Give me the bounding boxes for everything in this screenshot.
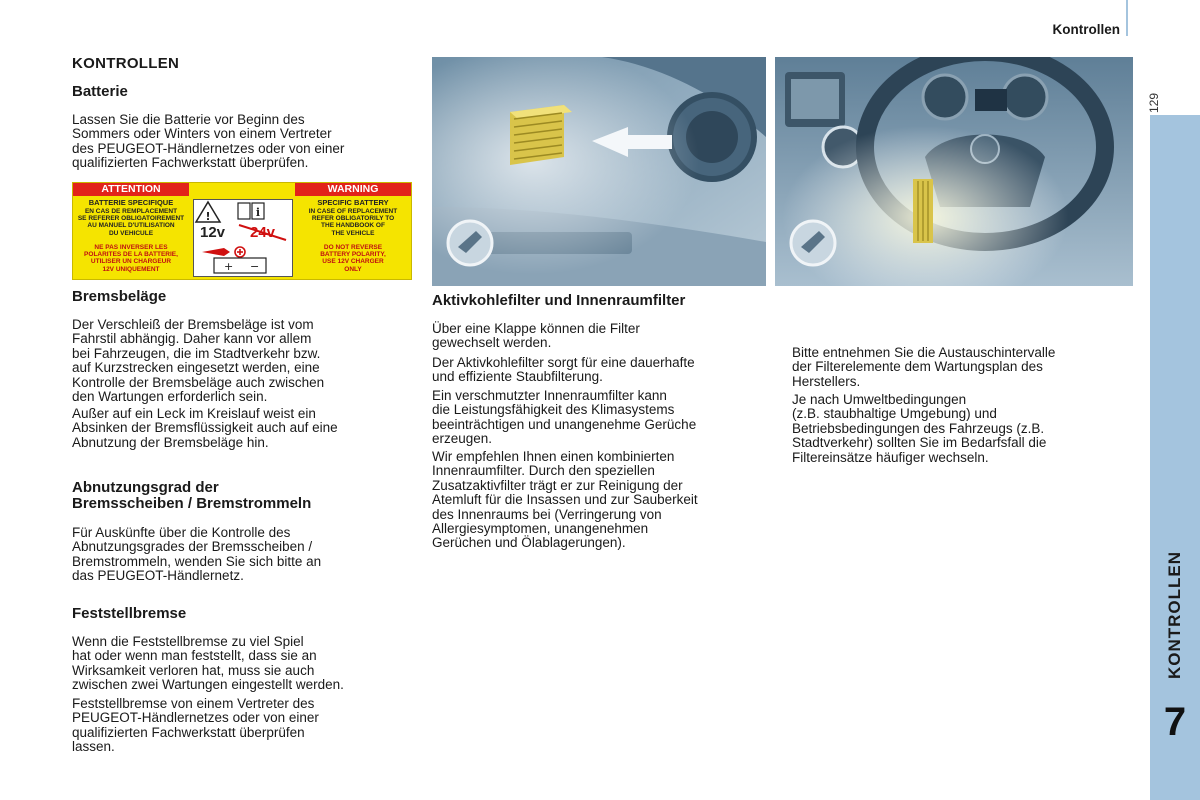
header-rule	[1126, 0, 1128, 36]
label-warning: WARNING	[295, 183, 411, 196]
label-fr-warning: NE PAS INVERSER LES POLARITES DE LA BATTERIE, UTILISER UN CHARGEUR 12V UNIQUEMENT	[84, 244, 178, 273]
abnutzung-heading-line-2: Bremsscheiben / Bremstrommeln	[72, 495, 312, 512]
feststellbremse-text-1: Wenn die Feststellbremse zu viel Spiel hat oder wenn man feststellt, dass sie an Wirksamkeit verloren hat, muss sie auch zwischen zwei Wartungen eingestellt werden.	[72, 634, 344, 693]
bremsbelaege-text-2: Außer auf ein Leck im Kreislauf weist ein Absinken der Bremsflüssigkeit auch auf eine Abnutzung der Bremsbeläge hin.	[72, 406, 338, 450]
filter-text-3: Ein verschmutzter Innenraumfilter kann die Leistungsfähigkeit des Klimasystems beeinträchtigen und unangenehme Gerüche erzeugen.	[432, 388, 697, 447]
label-en-text: IN CASE OF REPLACEMENT REFER OBLIGATORILY TO THE HANDBOOK OF THE VEHICLE	[308, 208, 398, 237]
chapter-side-tab	[1150, 115, 1200, 800]
label-en-warning: DO NOT REVERSE BATTERY POLARITY, USE 12V CHARGER ONLY	[320, 244, 386, 273]
abnutzung-heading-line-1: Abnutzungsgrad der	[72, 479, 219, 496]
feststellbremse-text-2: Feststellbremse von einem Vertreter des PEUGEOT-Händlernetzes oder von einer qualifizierten Fachwerkstatt überprüfen lassen.	[72, 696, 319, 755]
cabin-filter-icon	[510, 105, 572, 165]
svg-text:!: !	[205, 210, 211, 223]
battery-warning-label	[72, 182, 412, 280]
bremsbelaege-heading: Bremsbeläge	[72, 288, 167, 305]
filter-text-1: Über eine Klappe können die Filter gewechselt werden.	[432, 321, 640, 351]
cabin-filter-icon-2	[913, 179, 933, 243]
label-battery-diagram	[193, 199, 293, 277]
filter-location-photo-steering	[775, 57, 1133, 286]
label-fr-text: EN CAS DE REMPLACEMENT SE REFERER OBLIGATOIREMENT AU MANUEL D'UTILISATION DU VEHICULE	[77, 208, 185, 237]
label-attention: ATTENTION	[73, 183, 189, 196]
abnutzung-heading	[72, 480, 417, 512]
bremsbelaege-text-1: Der Verschleiß der Bremsbeläge ist vom Fahrstil abhängig. Daher kann vor allem bei Fahrzeugen, die im Stadtverkehr bzw. auf Kurzstrecken eingesetzt werden, eine Kontrolle der Bremsbeläge auch zwischen den Wartungen erforderlich sein.	[72, 317, 325, 405]
label-12v: 12v	[200, 224, 226, 241]
filter-text-4: Wir empfehlen Ihnen einen kombinierten Innenraumfilter. Durch den speziellen Zusatzaktivfilter trägt er zur Reinigung der Atemluft für die Insassen und zur Sauberkeit des Innenraums bei (Verringerung von Allergiesymptomen, unangenehmen Gerüchen und Ölablagerungen).	[432, 449, 698, 551]
svg-text:i: i	[255, 206, 261, 219]
filter-heading: Aktivkohlefilter und Innenraumfilter	[432, 292, 686, 309]
page-title: KONTROLLEN	[72, 55, 180, 72]
filter-location-photo-glovebox	[432, 57, 766, 286]
label-24v: 24v	[250, 224, 276, 241]
label-en-title: SPECIFIC BATTERY	[317, 198, 389, 207]
chapter-tab-label: KONTROLLEN	[1165, 550, 1185, 680]
batterie-heading: Batterie	[72, 83, 128, 100]
abnutzung-text: Für Auskünfte über die Kontrolle des Abnutzungsgrades der Bremsscheiben / Bremstrommeln, wenden Sie sich bitte an das PEUGEOT-Händlernetz.	[72, 525, 322, 584]
chapter-number: 7	[1163, 700, 1187, 744]
feststellbremse-heading: Feststellbremse	[72, 605, 187, 622]
filter-text-6: Je nach Umweltbedingungen (z.B. staubhaltige Umgebung) und Betriebsbedingungen des Fahrzeugs (z.B. Stadtverkehr) sollten Sie im Bedarfsfall die Filtereinsätze häufiger wechseln.	[792, 392, 1047, 465]
filter-text-5: Bitte entnehmen Sie die Austauschintervalle der Filterelemente dem Wartungsplan des Herstellers.	[792, 345, 1056, 389]
svg-text:+: +	[224, 260, 234, 273]
page-number: 129	[1147, 92, 1161, 114]
svg-text:−: −	[250, 260, 260, 273]
section-title: Kontrollen	[1052, 22, 1120, 37]
label-fr-title: BATTERIE SPECIFIQUE	[88, 198, 174, 207]
filter-text-2: Der Aktivkohlefilter sorgt für eine dauerhafte und effiziente Staubfilterung.	[432, 355, 695, 385]
batterie-text: Lassen Sie die Batterie vor Beginn des Sommers oder Winters von einem Vertreter des PEUGEOT-Händlernetzes oder von einer qualifizierten Fachwerkstatt überprüfen.	[72, 112, 345, 171]
